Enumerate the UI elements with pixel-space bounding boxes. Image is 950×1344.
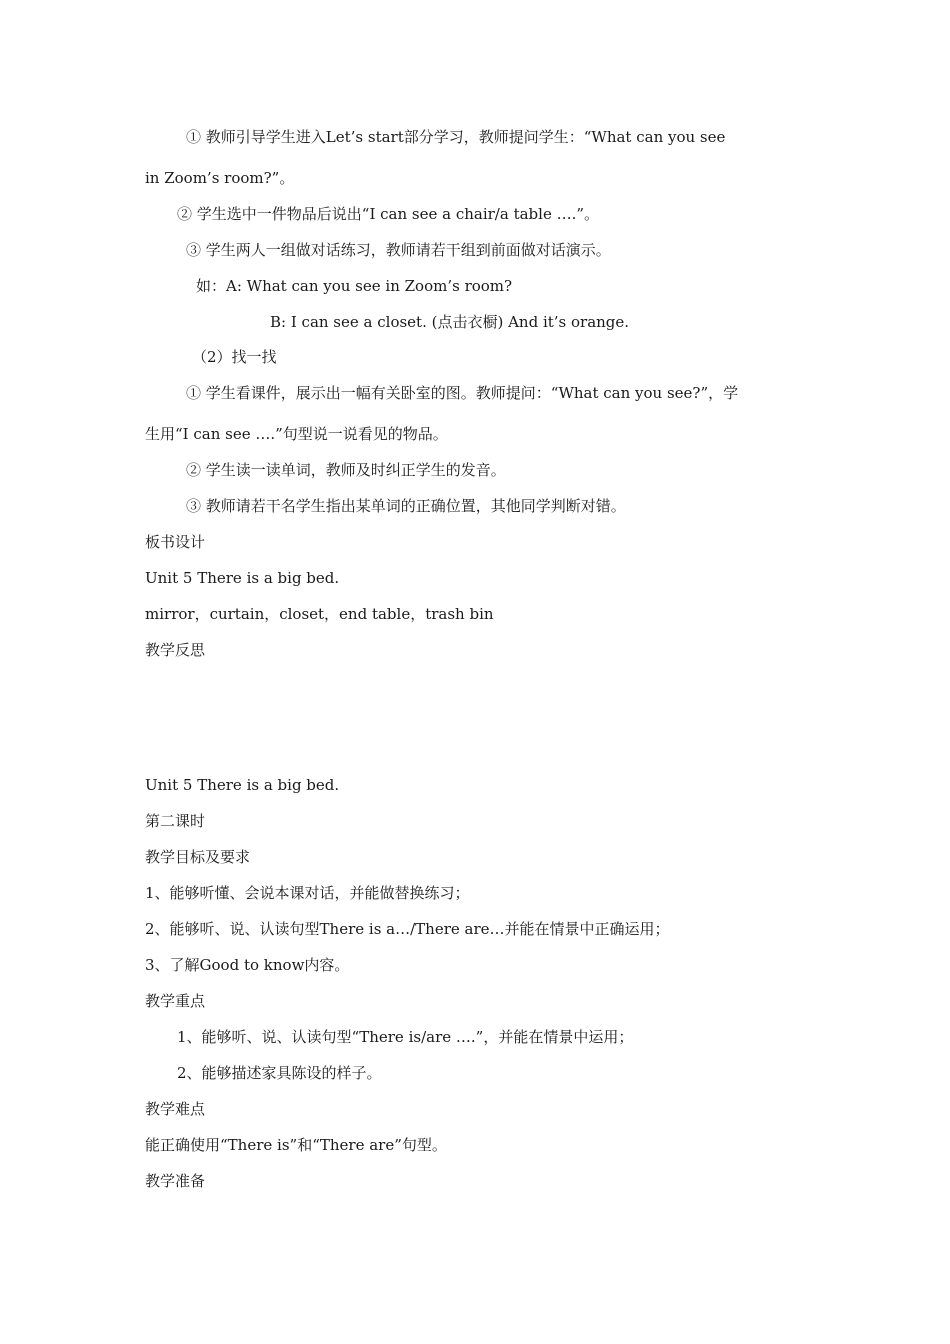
goal-3: 3、了解Good to know内容。 xyxy=(145,956,350,974)
step-1-line-2: in Zoom’s room?”。 xyxy=(145,169,295,187)
key-point-1: 1、能够听、说、认读句型“There is/are ….”，并能在情景中运用； xyxy=(177,1028,634,1046)
board-design-heading: 板书设计 xyxy=(145,533,206,551)
key-points-heading: 教学重点 xyxy=(145,992,206,1010)
preparation-heading: 教学准备 xyxy=(145,1172,206,1190)
dialogue-example-a: 如：A: What can you see in Zoom’s room? xyxy=(196,277,513,295)
find-step-3: ③ 教师请若干名学生指出某单词的正确位置，其他同学判断对错。 xyxy=(186,497,626,515)
board-unit-title: Unit 5 There is a big bed. xyxy=(145,569,340,587)
step-1-line-1: ① 教师引导学生进入Let’s start部分学习，教师提问学生：“What can you see xyxy=(186,128,726,146)
lesson-period: 第二课时 xyxy=(145,812,206,830)
difficulty-text: 能正确使用“There is”和“There are”句型。 xyxy=(145,1136,447,1154)
dialogue-example-b: B: I can see a closet. (点击衣橱) And it’s orange. xyxy=(270,313,630,331)
step-3: ③ 学生两人一组做对话练习，教师请若干组到前面做对话演示。 xyxy=(186,241,611,259)
goal-2: 2、能够听、说、认读句型There is a…/There are…并能在情景中正确运用； xyxy=(145,920,670,938)
key-point-2: 2、能够描述家具陈设的样子。 xyxy=(177,1064,382,1082)
reflection-heading: 教学反思 xyxy=(145,641,206,659)
find-step-1-line-1: ① 学生看课件，展示出一幅有关卧室的图。教师提问：“What can you see?”，学 xyxy=(186,384,739,402)
find-step-2: ② 学生读一读单词，教师及时纠正学生的发音。 xyxy=(186,461,506,479)
find-heading: （2）找一找 xyxy=(192,348,277,366)
step-2: ② 学生选中一件物品后说出“I can see a chair/a table ….”。 xyxy=(177,205,600,223)
goals-heading: 教学目标及要求 xyxy=(145,848,251,866)
board-vocabulary: mirror，curtain，closet，end table，trash bin xyxy=(145,605,494,623)
difficulty-heading: 教学难点 xyxy=(145,1100,206,1118)
find-step-1-line-2: 生用“I can see ….”句型说一说看见的物品。 xyxy=(145,425,448,443)
lesson-unit-title: Unit 5 There is a big bed. xyxy=(145,776,340,794)
goal-1: 1、能够听懂、会说本课对话，并能做替换练习； xyxy=(145,884,470,902)
